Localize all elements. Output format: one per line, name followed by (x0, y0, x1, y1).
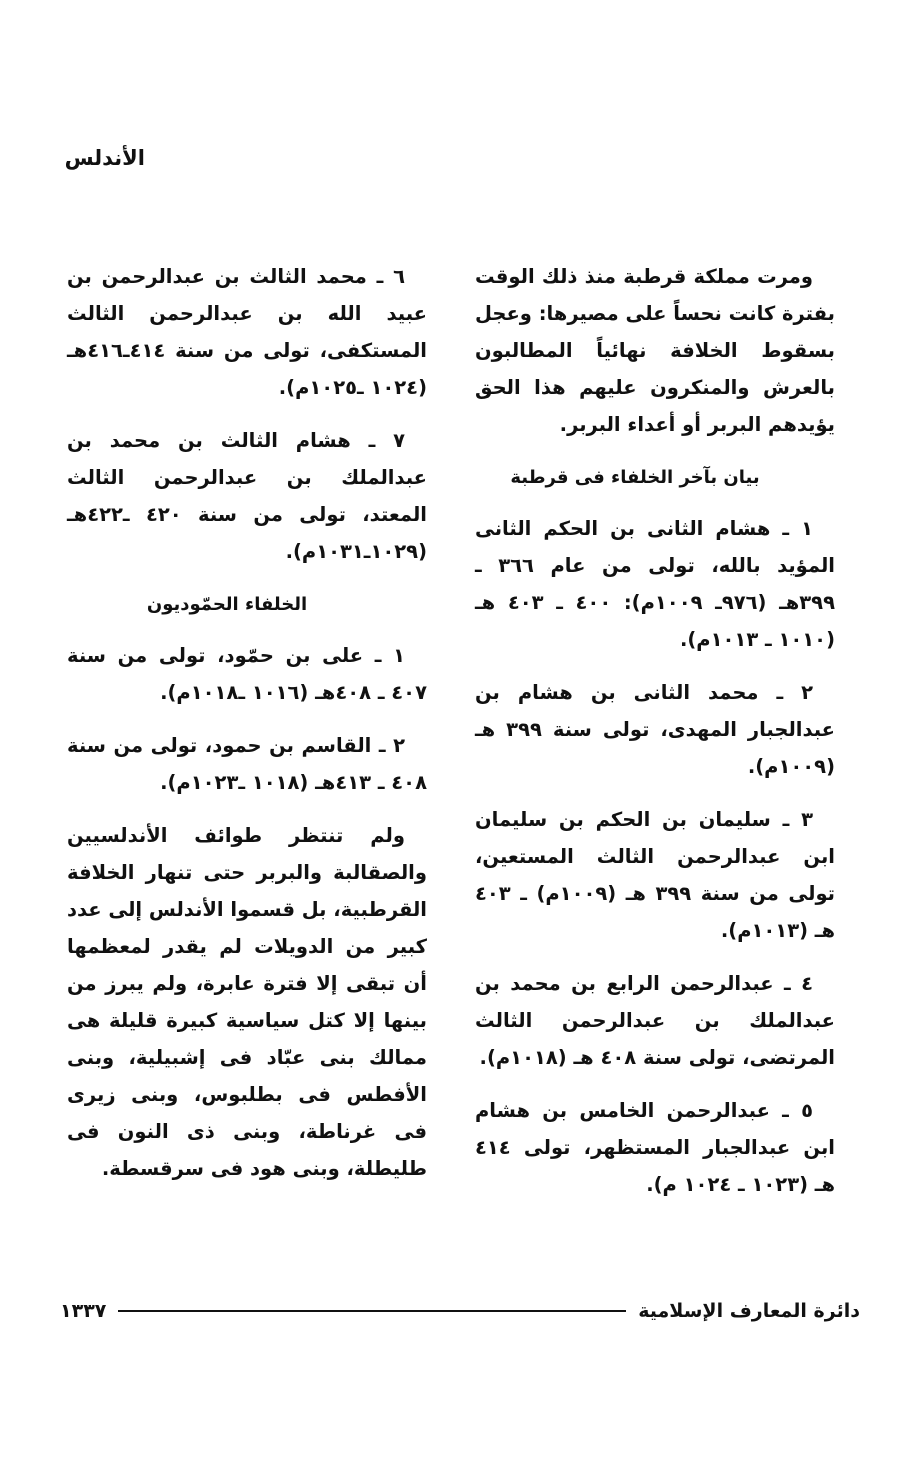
section-heading-hammudid-caliphs: الخلفاء الحمّوديون (146, 594, 308, 615)
right-column (475, 258, 835, 1219)
list-item: ١ ـ هشام الثانى بن الحكم الثانى المؤيد بالله، تولى من عام ٣٦٦ ـ ٣٩٩هـ (٩٧٦ـ ١٠٠٩م): ٤٠٠ ـ ٤٠٣ هـ (١٠١٠ ـ ١٠١٣م). (475, 517, 835, 651)
list-item: ٦ ـ محمد الثالث بن عبدالرحمن بن عبيد الله بن عبدالرحمن الثالث المستكفى، تولى من سنة ٤١٤ـ٤١٦هـ (١٠٢٤ ـ١٠٢٥م). (67, 265, 427, 399)
list-item: ١ ـ على بن حمّود، تولى من سنة ٤٠٧ ـ ٤٠٨هـ (١٠١٦ ـ١٠١٨م). (67, 644, 427, 704)
list-item: ٣ ـ سليمان بن الحكم بن سليمان ابن عبدالرحمن الثالث المستعين، تولى من سنة ٣٩٩ هـ (١٠٠٩م) ـ ٤٠٣ هـ (١٠١٣م). (475, 808, 835, 942)
publication-title: دائرة المعارف الإسلامية (638, 1300, 860, 1322)
page-number: ١٣٣٧ (60, 1300, 107, 1322)
list-item: ٢ ـ محمد الثانى بن هشام بن عبدالجبار المهدى، تولى سنة ٣٩٩ هـ (١٠٠٩م). (475, 681, 835, 778)
running-head: الأندلس (64, 146, 145, 170)
page-footer (60, 1296, 860, 1326)
closing-paragraph: ولم تنتظر طوائف الأندلسيين والصقالبة والبربر حتى تنهار الخلافة القرطبية، بل قسموا الأندلس إلى عدد كبير من الدويلات لم يقدر لمعظمها أن تبقى إلا فترة عابرة، ولم يبرز من بينها إلا كتل سياسية كبيرة قليلة هى ممالك بنى عبّاد فى إشبيلية، وبنى الأفطس فى بطلبوس، وبنى زيرى فى غرناطة، وبنى ذى النون فى طليطلة، وبنى هود فى سرقسطة. (67, 824, 427, 1180)
list-item: ٢ ـ القاسم بن حمود، تولى من سنة ٤٠٨ ـ ٤١٣هـ (١٠١٨ ـ١٠٢٣م). (67, 734, 427, 794)
section-heading-cordoba-caliphs: بيان بآخر الخلفاء فى قرطبة (510, 467, 760, 488)
intro-paragraph: ومرت مملكة قرطبة منذ ذلك الوقت بفترة كانت نحساً على مصيرها: وعجل بسقوط الخلافة نهائياً المطالبون بالعرش والمنكرون عليهم هذا الحق يؤيدهم البربر أو أعداء البربر. (475, 265, 835, 436)
list-item: ٧ ـ هشام الثالث بن محمد بن عبدالملك بن عبدالرحمن الثالث المعتد، تولى من سنة ٤٢٠ ـ٤٢٢هـ (١٠٢٩ـ١٠٣١م). (67, 429, 427, 563)
footer-rule (118, 1310, 626, 1312)
left-column (67, 258, 427, 1203)
list-item: ٤ ـ عبدالرحمن الرابع بن محمد بن عبدالملك بن عبدالرحمن الثالث المرتضى، تولى سنة ٤٠٨ هـ (١٠١٨م). (475, 972, 835, 1069)
list-item: ٥ ـ عبدالرحمن الخامس بن هشام ابن عبدالجبار المستظهر، تولى ٤١٤ هـ (١٠٢٣ ـ ١٠٢٤ م). (475, 1099, 835, 1196)
